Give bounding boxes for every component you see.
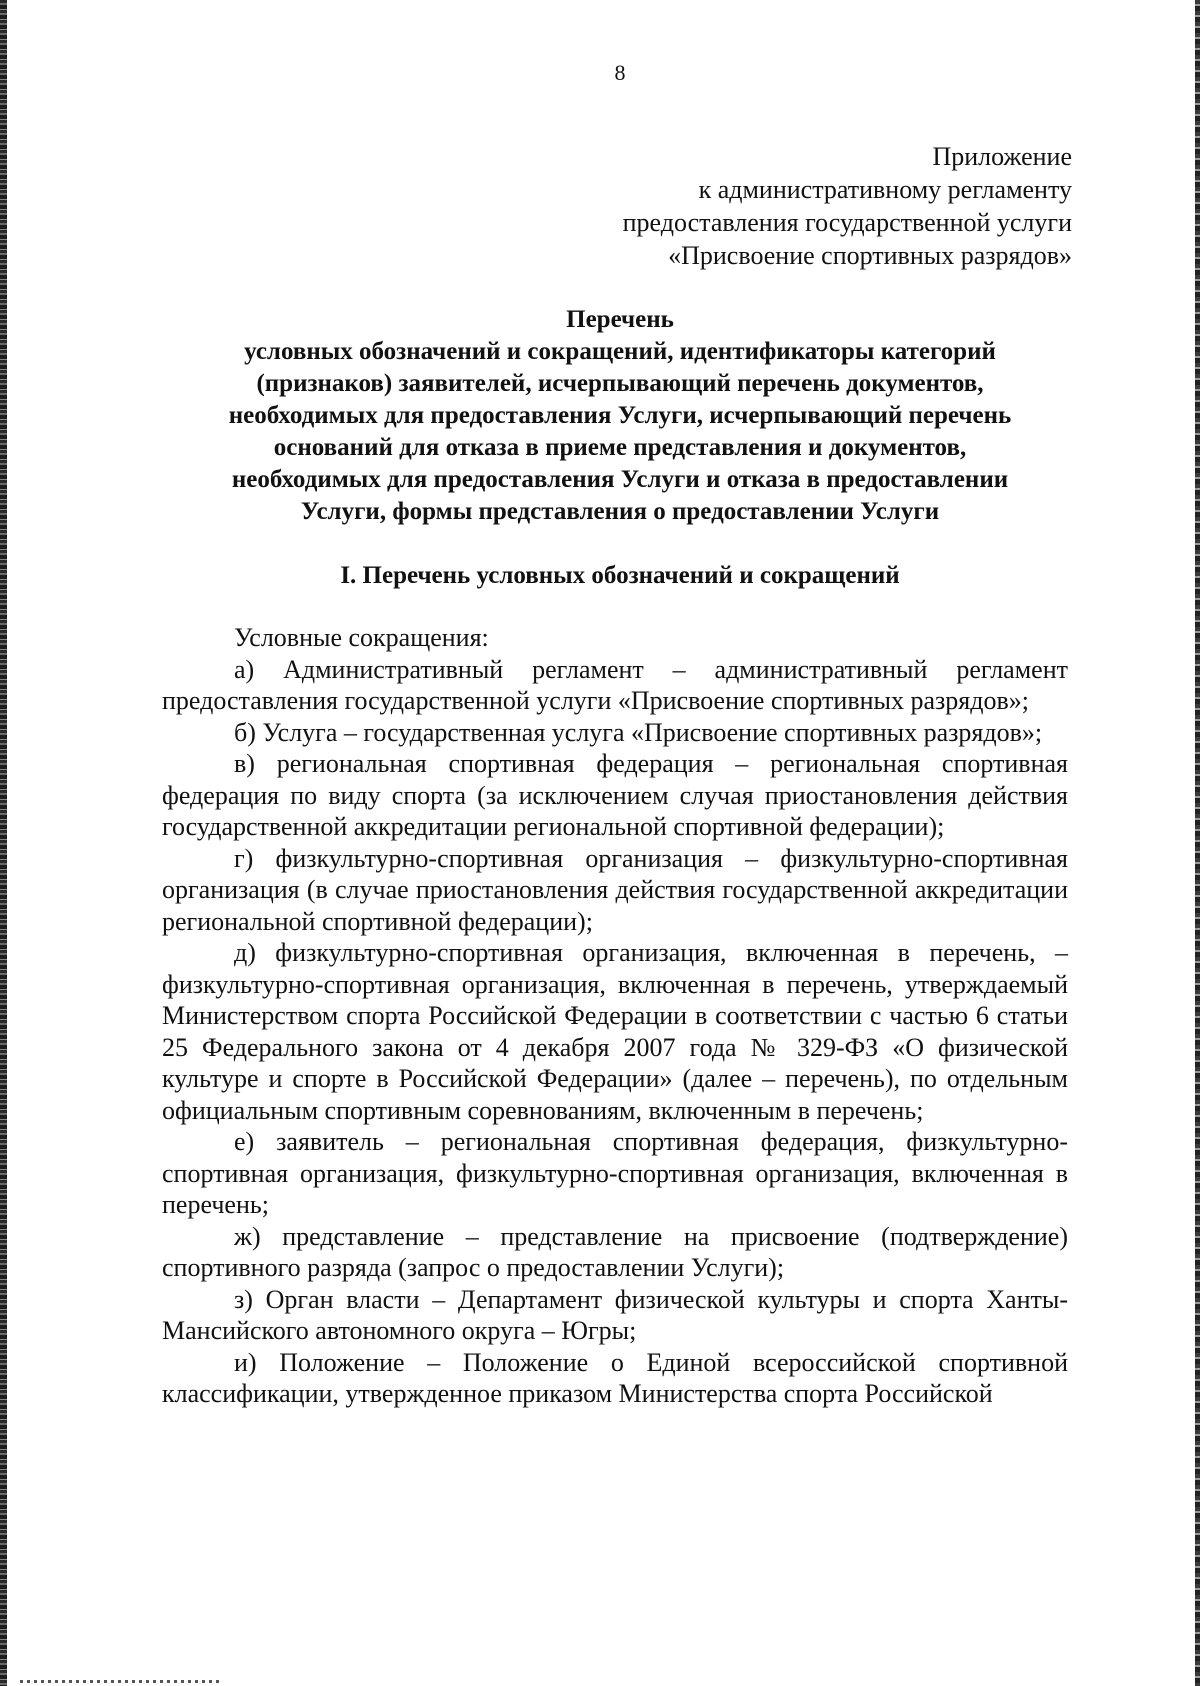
section-heading: I. Перечень условных обозначений и сокращений: [340, 562, 900, 589]
appendix-line: «Присвоение спортивных разрядов»: [668, 241, 1072, 270]
list-item: е) заявитель – региональная спортивная федерация, физкультурно-спортивная организация, физкультурно-спортивная организация, включенная в перечень;: [162, 1127, 1068, 1219]
title-line: оснований для отказа в приеме представления и документов,: [273, 434, 967, 461]
list-item: и) Положение – Положение о Единой всероссийской спортивной классификации, утвержденное приказом Министерства спорта Российской: [162, 1347, 1068, 1408]
scan-edge-bottom: [20, 1680, 220, 1683]
title-line: необходимых для предоставления Услуги и отказа в предоставлении: [231, 466, 1009, 493]
list-item: ж) представление – представление на присвоение (подтверждение) спортивного разряда (запрос о предоставлении Услуги);: [162, 1221, 1068, 1282]
list-item: б) Услуга – государственная услуга «Присвоение спортивных разрядов»;: [234, 717, 1043, 747]
body-text: [162, 622, 1068, 1410]
title-line: Перечень: [566, 306, 674, 333]
title-line: необходимых для предоставления Услуги, исчерпывающий перечень: [228, 402, 1012, 429]
scan-edge-right: [1195, 0, 1200, 1686]
list-item: а) Административный регламент – административный регламент предоставления государственной услуги «Присвоение спортивных разрядов»;: [162, 654, 1068, 715]
title-line: Услуги, формы представления о предоставлении Услуги: [300, 498, 940, 525]
document-title: [150, 304, 1090, 528]
appendix-block: [623, 140, 1072, 272]
appendix-line: к административному регламенту: [698, 175, 1072, 204]
title-line: (признаков) заявителей, исчерпывающий перечень документов,: [256, 370, 984, 397]
intro-paragraph: Условные сокращения:: [234, 623, 489, 652]
appendix-line: Приложение: [932, 142, 1072, 171]
list-item: г) физкультурно-спортивная организация – физкультурно-спортивная организация (в случае приостановления действия государственной аккредитации региональной спортивной федерации);: [162, 843, 1068, 936]
list-item: з) Орган власти – Департамент физической культуры и спорта Ханты-Мансийского автономного округа – Югры;: [162, 1284, 1068, 1345]
page-number: 8: [614, 60, 626, 85]
scan-edge-left: [0, 0, 7, 1686]
list-item: д) физкультурно-спортивная организация, включенная в перечень, – физкультурно-спортивная организация, включенная в перечень, утверждаемый Министерством спорта Российской Федерации в соответствии с частью 6 статьи 25 Федерального закона от 4 декабря 2007 года № 329-ФЗ «О физической культуре и спорте в Российской Федерации» (далее – перечень), по отдельным официальным спортивным соревнованиям, включенным в перечень;: [162, 938, 1068, 1125]
title-line: условных обозначений и сокращений, идентификаторы категорий: [244, 338, 996, 365]
appendix-line: предоставления государственной услуги: [622, 208, 1072, 237]
list-item: в) региональная спортивная федерация – региональная спортивная федерация по виду спорта (за исключением случая приостановления действия государственной аккредитации региональной спортивной федерации);: [162, 749, 1068, 841]
